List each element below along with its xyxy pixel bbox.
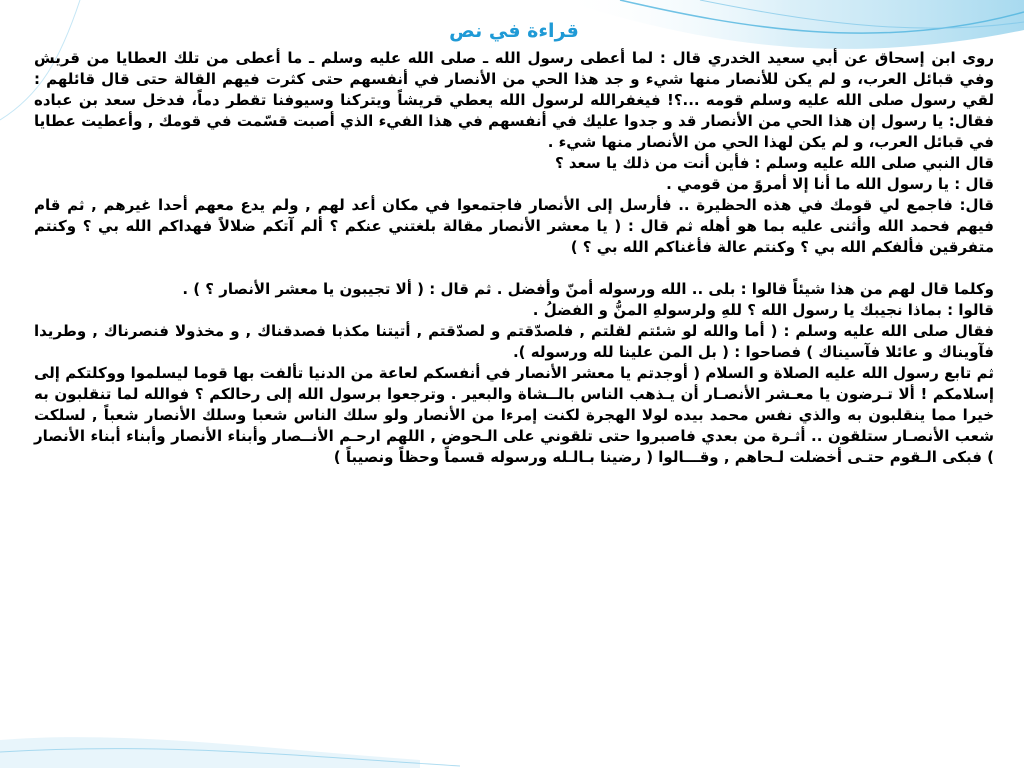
paragraph-prophet-speech: فقال صلى الله عليه وسلم : ( أما والله لو شئتم لقلتم , فلصدّقتم و لصدّقتم , أتيتنا مكذبا فصدقناك , و مخذولا فنصرناك , وطريدا فآويناك و عائلا فآسيناك ) فصاحوا : ( بل المن علينا لله ورسوله ). (34, 322, 994, 361)
paragraph-saad-reply: قال : يا رسول الله ما أنا إلا أمروً من قومي . (666, 175, 994, 193)
paragraph-ansar-answer: وكلما قال لهم من هذا شيئاً قالوا : بلى .. الله ورسوله أمنّ وأفضل . ثم قال : ( ألا تجيبون يا معشر الأنصار ؟ ) . (182, 280, 994, 298)
slide-content (34, 18, 994, 468)
paragraph-gathering: قال: فاجمع لي قومك في هذه الحظيرة .. فأرسل إلى الأنصار فاجتمعوا في مكان أعد لهم , ولم يدع معهم أحدا غيرهم , ثم قام فيهم فحمد الله وأثنى عليه بما هو أهله ثم قال : ( يا معشر الأنصار مقالة بلغتني عنكم ؟ ألم آتكم ضلالاً فهداكم الله بي ؟ وكنتم متفرقين فألفكم الله بي ؟ وكنتم عالة فأغناكم الله بي ؟ ) (34, 196, 994, 256)
paragraph-spacer (34, 258, 994, 279)
slide-title: قراءة في نص (449, 20, 579, 42)
paragraph-prophet-question: قال النبي صلى الله عليه وسلم : فأين أنت من ذلك يا سعد ؟ (554, 154, 994, 172)
text-body (34, 48, 994, 468)
paragraph-narration: روى ابن إسحاق عن أبي سعيد الخدري قال : لما أعطى رسول الله ـ صلى الله عليه وسلم ـ ما أعطى من تلك العطايا من قريش وفي قبائل العرب، و لم يكن للأنصار منها شيء و جد هذا الحي من الأنصار في أنفسهم حتى كثرت فيهم القالة حتى قال قائلهم : لقي رسول صلى الله عليه وسلم قومه ...؟! فيغفرالله لرسول الله يعطي قريشاً ويتركنا وسيوفنا تقطر دماً، فدخل سعد بن عباده فقال: يا رسول إن هذا الحي من الأنصار قد و جدوا عليك في أنفسهم في هذا الفيء الذي أصبت قسّمت في قومك , وأعطيت عطايا في قبائل العرب، و لم يكن لهذا الحي من الأنصار منها شيء . (34, 49, 994, 151)
paragraph-conclusion: ثم تابع رسول الله عليه الصلاة و السلام ( أوجدتم يا معشر الأنصار في أنفسكم لعاعة من الدنيا تألفت بها قوما ليسلموا ووكلتكم إلى إسلامكم ! ألا تـرضون يا معـشر الأنصـار أن يـذهب الناس بالــشاة والبعير . وترجعوا برسول الله إلى رحالكم ؟ فوالله لما تنقلبون به خيرا مما ينقلبون به والذي نفس محمد بيده لولا الهجرة لكنت إمرءا من الأنصار ولو سلك الناس شعبا وسلك الأنصار شعباً , لسلكت شعب الأنصـار ستلقون .. أثـرة من بعدي فاصبروا حتى تلقوني على الـحوض , اللهم ارحـم الأنــصار وأبناء الأنصار وأبناء أبناء الأنصار ) فبكى الـقوم حتـى أخضلت لـحاهم , وقـــالوا ( رضينا بـالـله ورسوله قسماً وحظاً ونصيباً ) (34, 364, 994, 466)
paragraph-ansar-reply: قالوا : بماذا نجيبك يا رسول الله ؟ للهِ ولرسولهِ المنُّ و الفضلُ . (532, 301, 994, 319)
